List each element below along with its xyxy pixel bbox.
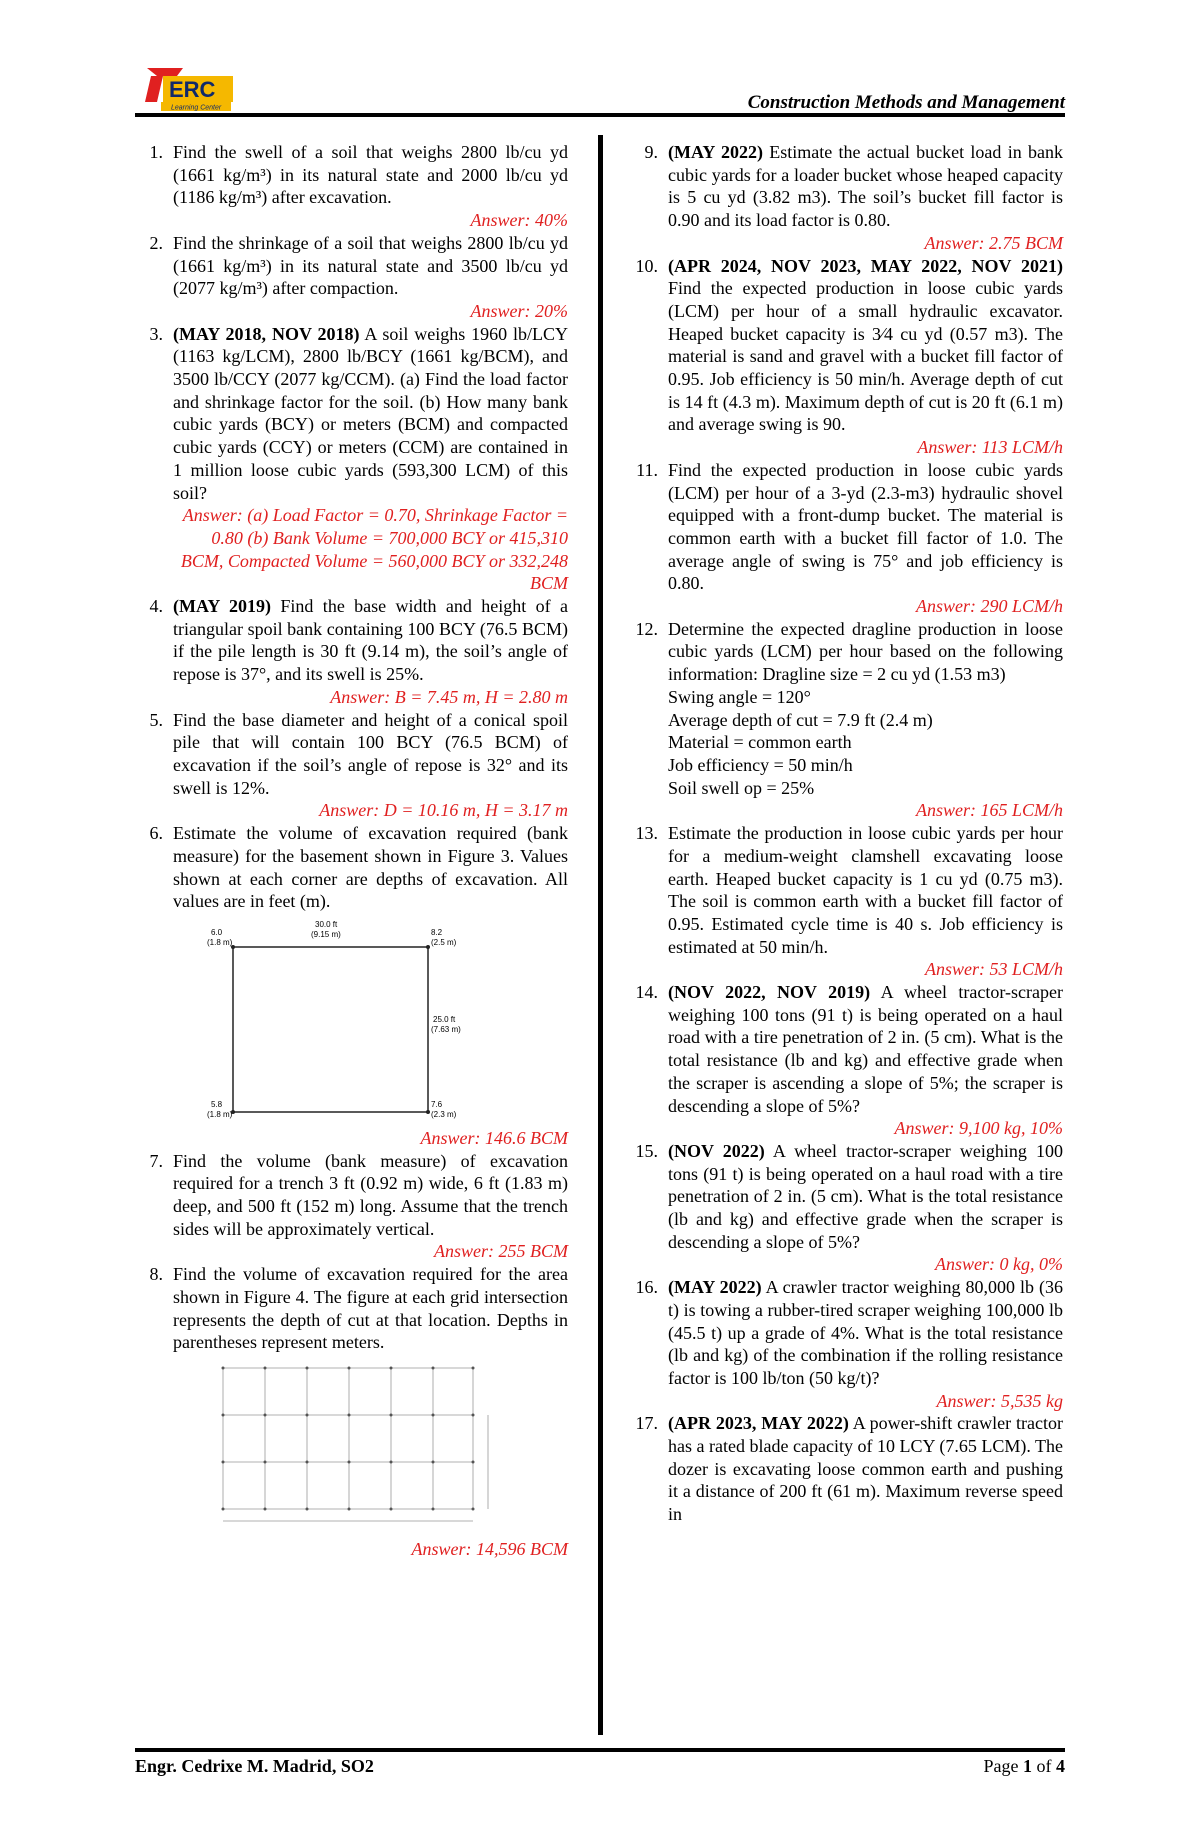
answer: Answer: 40% — [470, 210, 568, 231]
column-divider — [598, 135, 603, 1735]
svg-text:(2.5 m): (2.5 m) — [431, 937, 457, 947]
answer: Answer: 113 LCM/h — [917, 437, 1063, 458]
exam-tag: (NOV 2022) — [668, 1140, 765, 1161]
question-12: 12. Determine the expected dragline production in loose cubic yards (LCM) per hour based on the following information: Dragline size = 2 cu yd (1.53 m3) Swing angle = 120° Average depth of cut = 7.9 ft (2.4 m) Material = common earth Job efficiency = 50 min/h Soil swell op = 25% Answer: 165 LCM/h — [635, 618, 1063, 821]
question-text: A power-shift crawler tractor has a rated blade capacity of 10 LCY (7.65 LCM). The dozer is excavating loose common earth and pushing it a distance of 200 ft (61 m). Maximum reverse speed in — [668, 1413, 1063, 1525]
question-text: Find the shrinkage of a soil that weighs 2800 lb/cu yd (1661 kg/m³) in its natural state and 3500 lb/cu yd (2077 kg/m³) after compaction. — [173, 232, 568, 299]
parameter-line: Swing angle = 120° — [668, 686, 811, 707]
svg-text:(7.63 m): (7.63 m) — [431, 1024, 461, 1034]
question-text: Determine the expected dragline production in loose cubic yards (LCM) per hour based on the following information: Dragline size = 2 cu yd (1.53 m3) — [668, 618, 1063, 685]
answer: Answer: D = 10.16 m, H = 3.17 m — [319, 800, 568, 821]
answer: Answer: 255 BCM — [434, 1241, 568, 1262]
question-4: 4. (MAY 2019) Find the base width and height of a triangular spoil bank containing 100 BCY (76.5 BCM) if the pile length is 30 ft (9.14 m), the soil’s angle of repose is 37°, and its swell is 25%. Answer: B = 7.45 m, H = 2.80 m — [149, 596, 569, 707]
question-text: A wheel tractor-scraper weighing 100 tons (91 t) is being operated on a haul road with a tire penetration of 2 in. (5 cm). What is the total resistance (lb and kg) and effective grade when the scraper is descending a slope of 5%? — [668, 1140, 1063, 1252]
answer: Answer: 53 LCM/h — [924, 959, 1063, 980]
svg-text:8.2: 8.2 — [431, 927, 443, 937]
header-rule — [135, 113, 1065, 117]
page-number: Page 1 of 4 — [983, 1756, 1065, 1776]
svg-text:6.0: 6.0 — [211, 927, 223, 937]
answer: Answer: B = 7.45 m, H = 2.80 m — [330, 686, 568, 707]
answer: Answer: 0 kg, 0% — [935, 1254, 1063, 1275]
svg-text:Learning Center: Learning Center — [171, 104, 222, 112]
question-17: 17. (APR 2023, MAY 2022) A power-shift crawler tractor has a rated blade capacity of 10 LCY (7.65 LCM). The dozer is excavating loose common earth and pushing it a distance of 200 ft (61 m). Maximum reverse speed in — [635, 1413, 1063, 1525]
exam-tag: (APR 2023, MAY 2022) — [668, 1413, 849, 1434]
svg-text:(9.15 m): (9.15 m) — [311, 929, 341, 939]
footer-rule — [135, 1748, 1065, 1752]
question-text: Estimate the production in loose cubic yards per hour for a medium-weight clamshell excavating loose earth. Heaped bucket capacity is 1 cu yd (0.75 m3). The soil is common earth with a bucket fill factor of 0.95. Estimated cycle time is 40 s. Job efficiency is estimated at 50 min/h. — [668, 823, 1063, 957]
question-2: 2. Find the shrinkage of a soil that weighs 2800 lb/cu yd (1661 kg/m³) in its natural state and 3500 lb/cu yd (2077 kg/m³) after compaction. Answer: 20% — [149, 232, 568, 321]
question-14: 14. (NOV 2022, NOV 2019) A wheel tractor-scraper weighing 100 tons (91 t) is being operated on a haul road with a tire penetration of 2 in. (5 cm). What is the total resistance (lb and kg) and effective grade when the scraper is ascending a slope of 5%; the scraper is descending a slope of 5%? Answer: 9,100 kg, 10% — [635, 982, 1063, 1139]
parameter-line: Average depth of cut = 7.9 ft (2.4 m) — [668, 709, 933, 730]
erc-logo — [143, 62, 235, 114]
question-13: 13. Estimate the production in loose cubic yards per hour for a medium-weight clamshell excavating loose earth. Heaped bucket capacity is 1 cu yd (0.75 m3). The soil is common earth with a bucket fill factor of 0.95. Estimated cycle time is 40 s. Job efficiency is estimated at 50 min/h. Answer: 53 LCM/h — [635, 823, 1063, 980]
answer: Answer: 20% — [470, 300, 568, 321]
question-text: Find the expected production in loose cubic yards (LCM) per hour of a 3-yd (2.3-m3) hydraulic shovel equipped with a front-dump bucket. The material is common earth with a bucket fill factor of 1.0. The average angle of swing is 75° and job efficiency is 0.80. — [668, 459, 1063, 594]
answer: Answer: 165 LCM/h — [915, 800, 1063, 821]
answer: Answer: 9,100 kg, 10% — [894, 1118, 1063, 1139]
question-text: Find the expected production in loose cubic yards (LCM) per hour of a small hydraulic excavator. Heaped bucket capacity is 3⁄4 cu yd (0.57 m3). The material is sand and gravel with a bucket fill factor of 0.95. Job efficiency is 50 min/h. Average depth of cut is 14 ft (4.3 m). Maximum depth of cut is 20 ft (6.1 m) and average swing is 90. — [668, 278, 1063, 435]
svg-text:(1.8 m): (1.8 m) — [207, 1109, 233, 1119]
answer: Answer: 146.6 BCM — [420, 1127, 568, 1148]
question-text: Find the volume of excavation required for the area shown in Figure 4. The figure at each grid intersection represents the depth of cut at that location. Depths in parentheses represent meters. — [173, 1264, 568, 1353]
svg-text:25.0 ft: 25.0 ft — [433, 1014, 456, 1024]
answer: Answer: 290 LCM/h — [915, 596, 1063, 617]
question-11: 11. Find the expected production in loose cubic yards (LCM) per hour of a 3-yd (2.3-m3) hydraulic shovel equipped with a front-dump bucket. The material is common earth with a bucket fill factor of 1.0. The average angle of swing is 75° and job efficiency is 0.80. Answer: 290 LCM/h — [636, 459, 1063, 617]
answer: Answer: 5,535 kg — [936, 1390, 1063, 1411]
figure-3-basement-diagram — [203, 917, 493, 1127]
exam-tag: (MAY 2022) — [668, 1277, 762, 1298]
answer: Answer: 14,596 BCM — [411, 1538, 568, 1559]
answer: Answer: 2.75 BCM — [924, 232, 1063, 253]
svg-text:ERC: ERC — [169, 77, 216, 102]
question-1: 1. Find the swell of a soil that weighs 2800 lb/cu yd (1661 kg/m³) in its natural state and 2000 lb/cu yd (1186 kg/m³) after excavation. Answer: 40% — [149, 142, 568, 231]
question-5: 5. Find the base diameter and height of a conical spoil pile that will contain 100 BCY (76.5 BCM) of excavation if the soil’s angle of repose is 32° and its swell is 12%. Answer: D = 10.16 m, H = 3.17 m — [149, 709, 568, 821]
exam-tag: (MAY 2018, NOV 2018) — [173, 323, 360, 344]
question-16: 16. (MAY 2022) A crawler tractor weighing 80,000 lb (36 t) is towing a rubber-tired scraper weighing 100,000 lb (45.5 t) up a grade of 4%. What is the total resistance (lb and kg) of the combination if the rolling resistance factor is 100 lb/ton (50 kg/t)? Answer: 5,535 kg — [635, 1277, 1063, 1411]
exam-tag: (APR 2024, NOV 2023, MAY 2022, NOV 2021) — [668, 255, 1063, 276]
document-title: Construction Methods and Management — [747, 92, 1065, 113]
answer: Answer: (a) Load Factor = 0.70, Shrinkage Factor = 0.80 (b) Bank Volume = 700,000 BCY or 415,310 BCM, Compacted Volume = 560,000 BCY or 332,248 BCM — [180, 505, 568, 594]
right-column — [635, 141, 1064, 1526]
question-9: 9. (MAY 2022) Estimate the actual bucket load in bank cubic yards for a loader bucket whose heaped capacity is 5 cu yd (3.82 m3). The soil’s bucket fill factor is 0.90 and its load factor is 0.80. Answer: 2.75 BCM — [644, 142, 1064, 253]
question-7: 7. Find the volume (bank measure) of excavation required for a trench 3 ft (0.92 m) wide, 6 ft (1.83 m) deep, and 500 ft (152 m) long. Assume that the trench sides will be approximately vertical. Answer: 255 BCM — [149, 1150, 568, 1262]
exam-tag: (MAY 2019) — [173, 596, 272, 617]
parameter-line: Material = common earth — [668, 732, 852, 753]
question-text: Find the swell of a soil that weighs 2800 lb/cu yd (1661 kg/m³) in its natural state and 2000 lb/cu yd (1186 kg/m³) after excavation. — [173, 142, 568, 208]
question-text: Estimate the actual bucket load in bank cubic yards for a loader bucket whose heaped capacity is 5 cu yd (3.82 m3). The soil’s bucket fill factor is 0.90 and its load factor is 0.80. — [668, 142, 1064, 231]
question-3: 3. (MAY 2018, NOV 2018) A soil weighs 1960 lb/LCY (1163 kg/LCM), 2800 lb/BCY (1661 kg/BCM), and 3500 lb/CCY (2077 kg/CCM). (a) Find the load factor and shrinkage factor for the soil. (b) How many bank cubic yards (BCY) or meters (BCM) and compacted cubic yards (CCY) or meters (CCM) are contained in 1 million loose cubic yards (593,300 LCM) of this soil? Answer: (a) Load Factor = 0.70, Shrinkage Factor = 0.80 (b) Bank Volume = 700,000 BCY or 415,310 BCM, Compacted Volume = 560,000 BCY or 332,248 BCM — [149, 323, 568, 594]
svg-text:(2.3 m): (2.3 m) — [431, 1109, 457, 1119]
parameter-line: Soil swell op = 25% — [668, 777, 815, 798]
exam-tag: (MAY 2022) — [668, 142, 763, 162]
footer-author: Engr. Cedrixe M. Madrid, SO2 — [135, 1756, 374, 1776]
question-text: Find the base diameter and height of a conical spoil pile that will contain 100 BCY (76.5 BCM) of excavation if the soil’s angle of repose is 32° and its swell is 12%. — [173, 709, 568, 798]
svg-text:(1.8 m): (1.8 m) — [207, 937, 233, 947]
figure-4-grid-diagram — [213, 1358, 523, 1538]
question-text: Find the volume (bank measure) of excavation required for a trench 3 ft (0.92 m) wide, 6 ft (1.83 m) deep, and 500 ft (152 m) long. Assume that the trench sides will be approximately vertical. — [173, 1150, 568, 1239]
exam-tag: (NOV 2022, NOV 2019) — [668, 982, 871, 1003]
question-8: 8. Find the volume of excavation required for the area shown in Figure 4. The figure at each grid intersection represents the depth of cut at that location. Depths in parentheses represent meters. Answer: 14,596 BCM — [149, 1264, 568, 1559]
svg-text:5.8: 5.8 — [211, 1099, 223, 1109]
question-text: Find the base width and height of a triangular spoil bank containing 100 BCY (76.5 BCM) if the pile length is 30 ft (9.14 m), the soil’s angle of repose is 37°, and its swell is 25%. — [173, 596, 569, 685]
question-6: 6. Estimate the volume of excavation required (bank measure) for the basement shown in Figure 3. Values shown at each corner are depths of excavation. All values are in feet (m). 30.0 ft (9.15 m) 25.0 ft (7.63 m) 6.0 (1.8 m) 8.2 (2.5 m) 5.8 (1.8 m) 7.6 (2.3 m) Answer: 146.6 BCM — [149, 823, 568, 1148]
question-text: A wheel tractor-scraper weighing 100 tons (91 t) is being operated on a haul road with a tire penetration of 2 in. (5 cm). What is the total resistance (lb and kg) and effective grade when the scraper is ascending a slope of 5%; the scraper is descending a slope of 5%? — [668, 982, 1063, 1116]
question-text: A crawler tractor weighing 80,000 lb (36 t) is towing a rubber-tired scraper weighing 100,000 lb (45.5 t) up a grade of 4%. What is the total resistance (lb and kg) of the combination if the rolling resistance factor is 100 lb/ton (50 kg/t)? — [668, 1277, 1063, 1388]
question-text: A soil weighs 1960 lb/LCY (1163 kg/LCM), 2800 lb/BCY (1661 kg/BCM), and 3500 lb/CCY (2077 kg/CCM). (a) Find the load factor and shrinkage factor for the soil. (b) How many bank cubic yards (BCY) or meters (BCM) and compacted cubic yards (CCY) or meters (CCM) are contained in 1 million loose cubic yards (593,300 LCM) of this soil? — [173, 323, 568, 503]
left-column — [149, 141, 569, 1561]
svg-text:30.0 ft: 30.0 ft — [315, 919, 338, 929]
question-10: 10. (APR 2024, NOV 2023, MAY 2022, NOV 2021) Find the expected production in loose cubic yards (LCM) per hour of a small hydraulic excavator. Heaped bucket capacity is 3⁄4 cu yd (0.57 m3). The material is sand and gravel with a bucket fill factor of 0.95. Job efficiency is 50 min/h. Average depth of cut is 14 ft (4.3 m). Maximum depth of cut is 20 ft (6.1 m) and average swing is 90. Answer: 113 LCM/h — [635, 255, 1063, 458]
svg-text:7.6: 7.6 — [431, 1099, 443, 1109]
question-text: Estimate the volume of excavation required (bank measure) for the basement shown in Figure 3. Values shown at each corner are depths of excavation. All values are in feet (m). — [173, 823, 568, 912]
parameter-line: Job efficiency = 50 min/h — [668, 754, 853, 775]
question-15: 15. (NOV 2022) A wheel tractor-scraper weighing 100 tons (91 t) is being operated on a haul road with a tire penetration of 2 in. (5 cm). What is the total resistance (lb and kg) and effective grade when the scraper is descending a slope of 5%? Answer: 0 kg, 0% — [635, 1140, 1063, 1275]
